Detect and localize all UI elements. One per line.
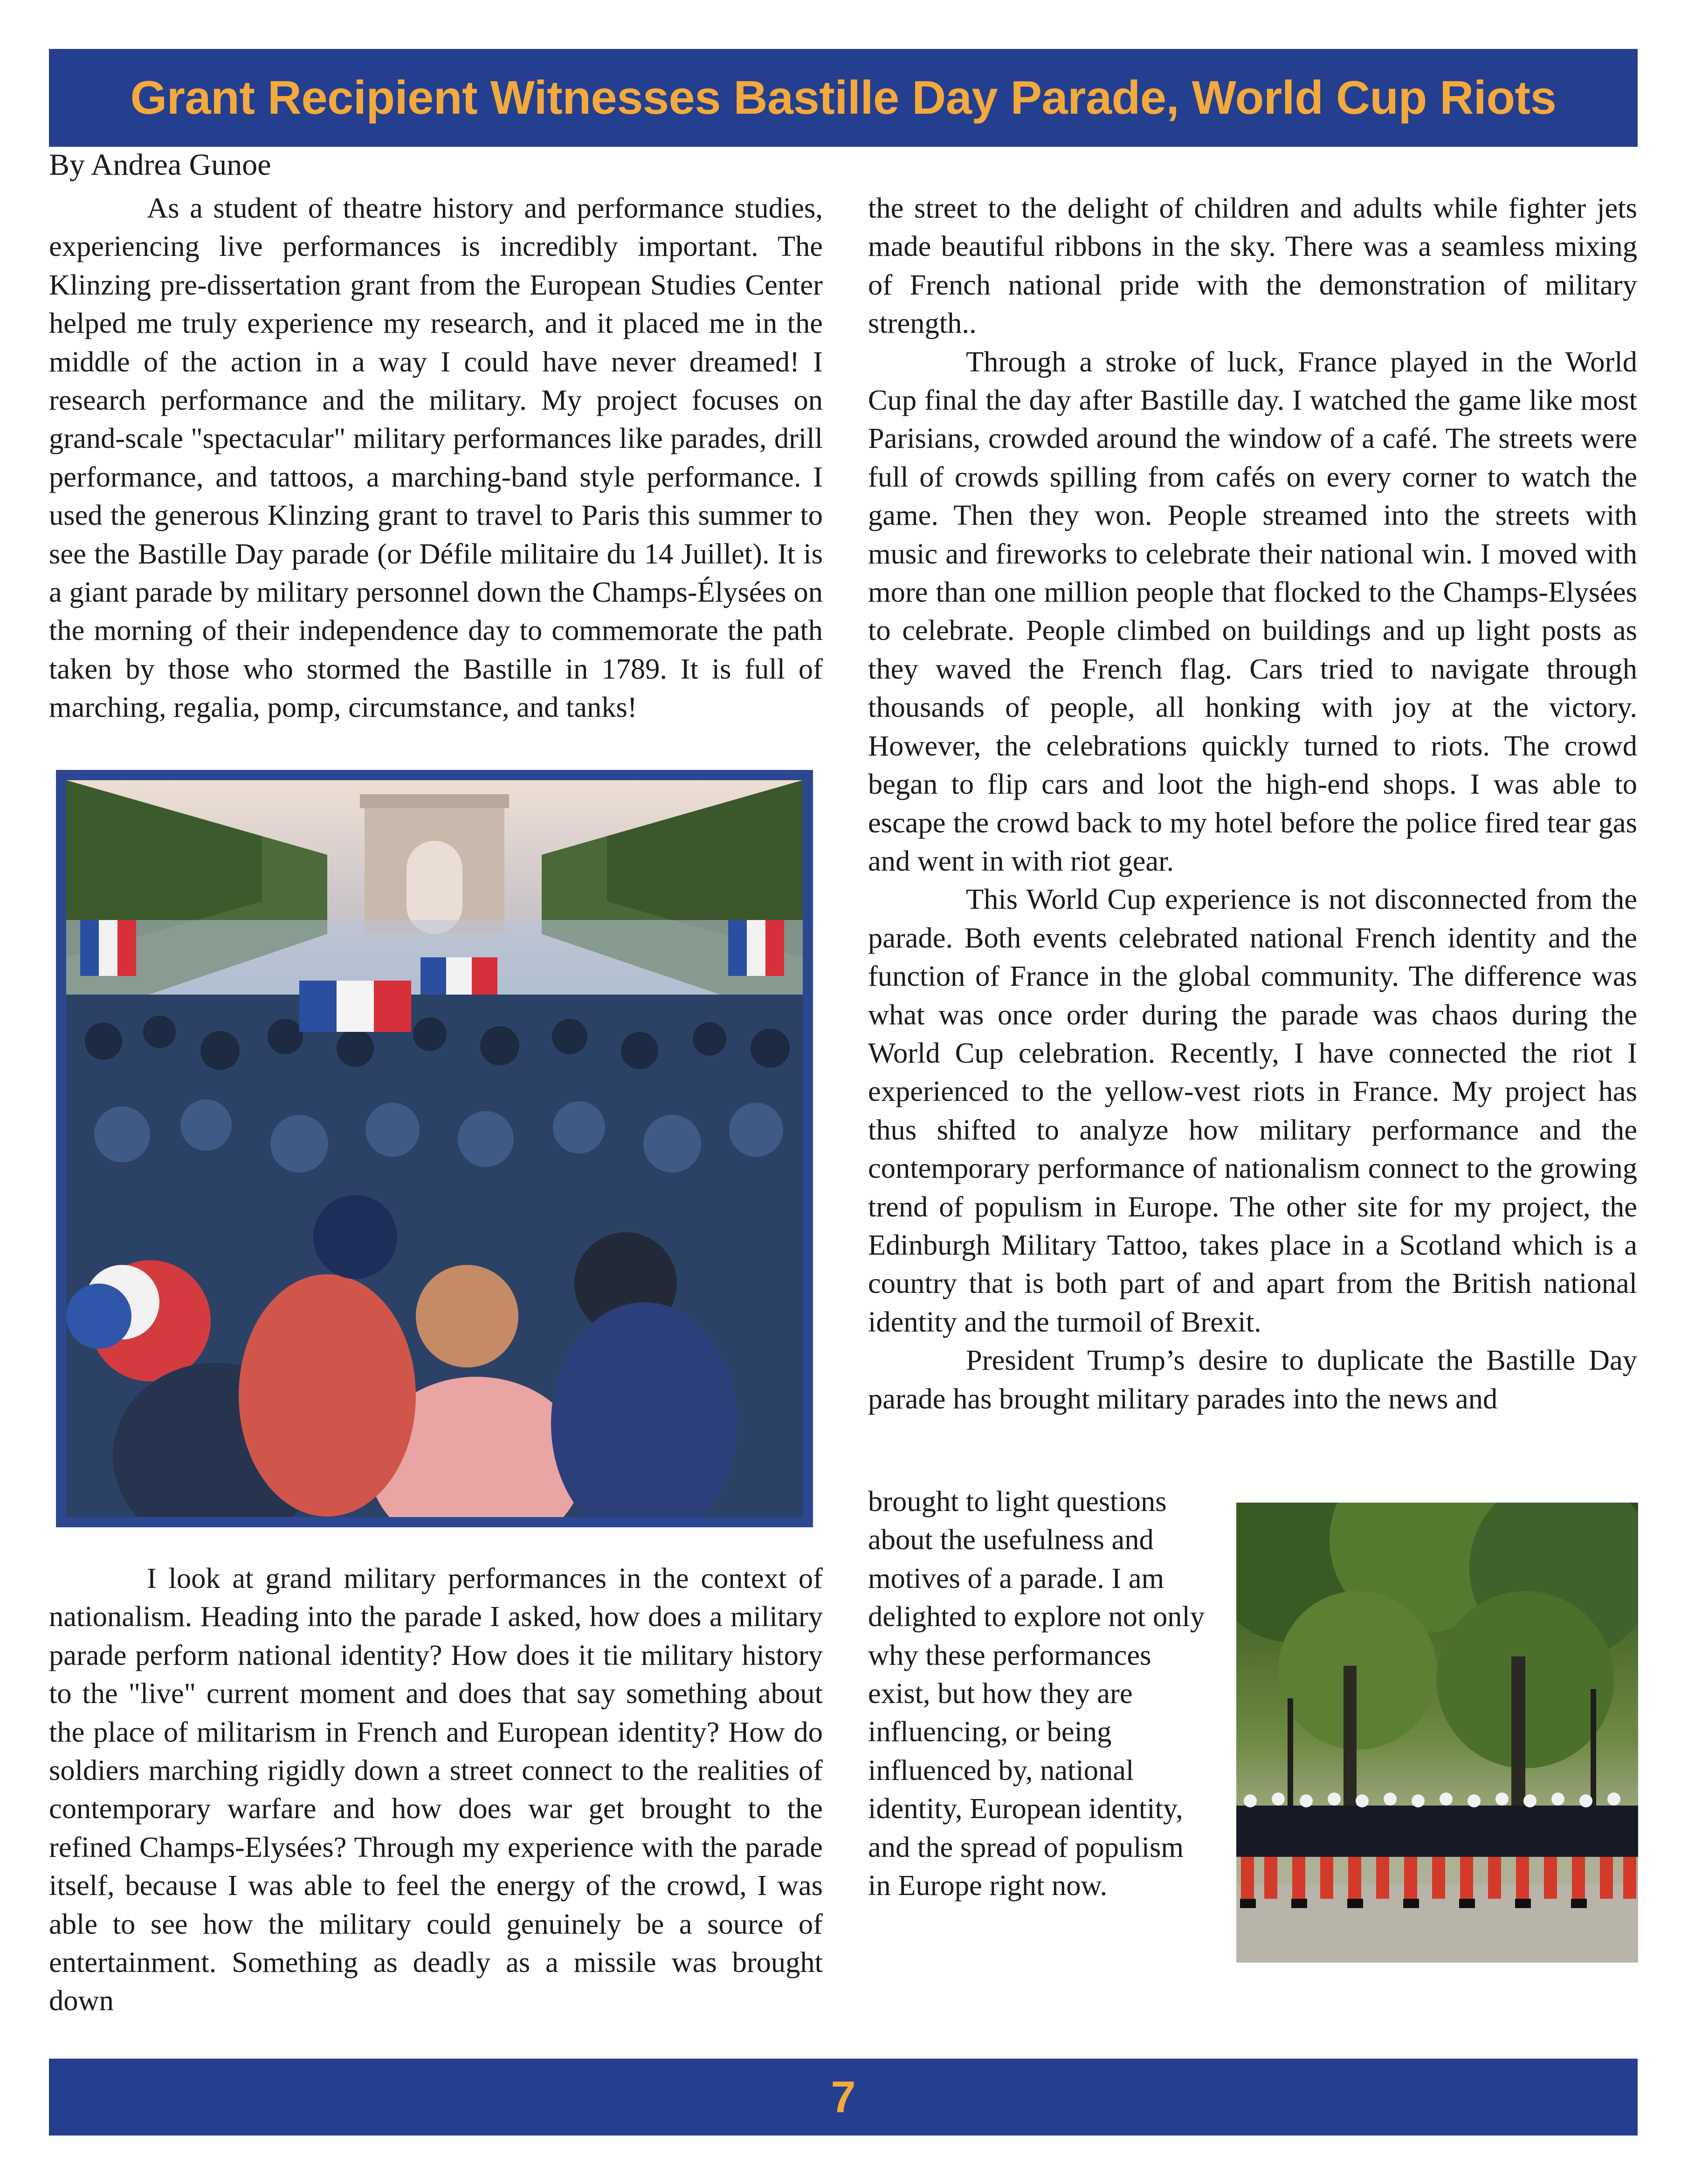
- title-banner: [49, 49, 1638, 147]
- page-footer: [49, 2059, 1638, 2136]
- parade-photo: [1236, 1503, 1638, 1963]
- paragraph-nationalism: I look at grand military performances in the context of nationalism. Heading into the parade I asked, how does a military parade perform national identity? How does it tie military history to the "live" current moment and does that say something about the place of militarism in French and European identity? How do soldiers marching rigidly down a street connect to the realities of contemporary warfare and how does war get brought to the refined Champs-Elysées? Through my experience with the parade itself, because I was able to feel the energy of the crowd, I was able to see how the military could genuinely be a source of entertainment. Something as deadly as a missile was brought down: [49, 1562, 823, 2017]
- byline: By Andrea Gunoe: [49, 148, 271, 182]
- column-2-wrap: [868, 1482, 1213, 1904]
- paragraph-trump: President Trump’s desire to duplicate the Bastille Day parade has brought military parades into the news and: [868, 1344, 1637, 1415]
- paragraph-intro: As a student of theatre history and performance studies, experiencing live performances is incredibly important. The Klinzing pre-dissertation grant from the European Studies Center helped me truly experience my research, and it placed me in the middle of the action in a way I could have never dreamed! I research performance and the military. My project focuses on grand-scale "spectacular" military performances like parades, drill performance, and tattoos, a marching-band style performance. I used the generous Klinzing grant to travel to Paris this summer to see the Bastille Day parade (or Défile militaire du 14 Juillet). It is a giant parade by military personnel down the Champs-Élysées on the morning of their independence day to commemorate the path taken by those who stormed the Bastille in 1789. It is full of marching, regalia, pomp, circumstance, and tanks!: [49, 192, 823, 724]
- column-1-top: [49, 189, 823, 727]
- article-title: Grant Recipient Witnesses Bastille Day Parade, World Cup Riots: [130, 71, 1557, 124]
- paragraph-yellow-vest: This World Cup experience is not disconnected from the parade. Both events celebrated national French identity and the function of France in the global community. The difference was what was once order during the parade was chaos during the World Cup celebration. Recently, I have connected the riot I experienced to the yellow-vest riots in France. My project has thus shifted to analyze how military performance and the contemporary performance of nationalism connect to the growing trend of populism in Europe. The other site for my project, the Edinburgh Military Tattoo, takes place in a Scotland which is a country that is both part of and apart from the British national identity and the turmoil of Brexit.: [868, 883, 1637, 1338]
- paragraph-continuation: the street to the delight of children and adults while fighter jets made beautiful ribbons in the sky. There was a seamless mixing of French national pride with the demonstration of military strength..: [868, 192, 1637, 340]
- page-number: 7: [831, 2072, 856, 2122]
- column-2: [868, 189, 1637, 1418]
- column-1-bottom: [49, 1559, 823, 2020]
- paragraph-world-cup: Through a stroke of luck, France played in the World Cup final the day after Bastille day. I watched the game like most Parisians, crowded around the window of a café. The streets were full of crowds spilling from cafés on every corner to watch the game. Then they won. People streamed into the streets with music and fireworks to celebrate their national win. I moved with more than one million people that flocked to the Champs-Elysées to celebrate. People climbed on buildings and up light posts as they waved the French flag. Cars tried to navigate through thousands of people, all honking with joy at the victory. However, the celebrations quickly turned to riots. The crowd began to flip cars and loot the high-end shops. I was able to escape the crowd back to my hotel before the police fired tear gas and went in with riot gear.: [868, 345, 1637, 877]
- crowd-photo: [56, 770, 813, 1527]
- paragraph-closing: brought to light questions about the usefulness and motives of a parade. I am delighted to explore not only why these performances exist, but how they are influencing, or being influenced by, national identity, European identity, and the spread of populism in Europe right now.: [868, 1485, 1205, 1902]
